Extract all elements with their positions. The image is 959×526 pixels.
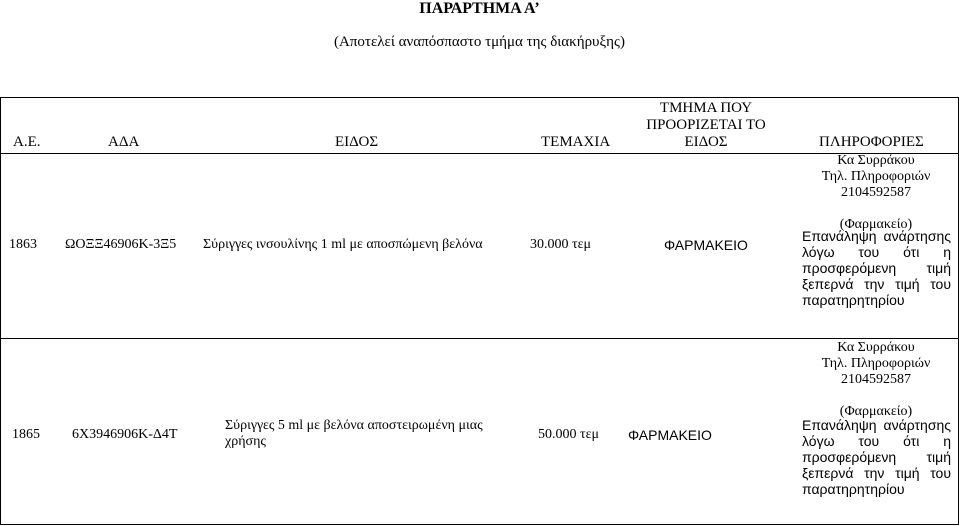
row-1863-tmima: ΦΑΡΜΑΚΕΙΟ	[664, 237, 748, 253]
row-1865-tmima: ΦΑΡΜΑΚΕΙΟ	[628, 427, 712, 443]
contact-dept: (Φαρμακείο)	[839, 404, 913, 419]
header-tmima-line: ΕΙΔΟΣ	[684, 134, 728, 150]
row-1865-note	[802, 417, 951, 497]
note-line: ξεπερνά την τιμή του	[802, 465, 951, 481]
table-border-left	[0, 97, 1, 525]
contact-dept: (Φαρμακείο)	[839, 217, 913, 232]
note-line: λόγω του ότι η	[802, 433, 951, 449]
header-ae: Α.Ε.	[13, 134, 41, 150]
row-1865-temaxia: 50.000 τεμ	[538, 427, 600, 442]
note-line: Επανάληψη ανάρτησης	[802, 228, 951, 244]
row-1865-eidos	[225, 418, 483, 450]
header-eidos: ΕΙΔΟΣ	[335, 134, 379, 150]
header-plirofories: ΠΛΗΡΟΦΟΡΙΕΣ	[819, 134, 924, 150]
header-temaxia: ΤΕΜΑΧΙΑ	[541, 134, 611, 150]
table-border-row-separator	[0, 338, 959, 339]
table-border-top	[0, 97, 959, 98]
contact-phone-label: Τηλ. Πληροφοριών	[821, 356, 931, 371]
header-ada: ΑΔΑ	[108, 134, 140, 150]
row-1863-eidos: Σύριγγες ινσουλίνης 1 ml με αποσπώμενη βελόνα	[203, 237, 483, 252]
note-line: προσφερόμενη τιμή	[802, 449, 951, 465]
page-title: ΠΑΡΑΡΤΗΜΑ Α’	[419, 0, 540, 17]
note-line: λόγω του ότι η	[802, 244, 951, 260]
eidos-line: Σύριγγες 5 ml με βελόνα αποστειρωμένη μιας	[225, 418, 483, 433]
note-line: Επανάληψη ανάρτησης	[802, 417, 951, 433]
page-subtitle: (Αποτελεί αναπόσπαστο τμήμα της διακήρυξης)	[334, 34, 625, 50]
contact-phone-label: Τηλ. Πληροφοριών	[821, 169, 931, 184]
header-tmima-line: ΠΡΟΟΡΙΖΕΤΑΙ ΤΟ	[646, 117, 766, 133]
contact-name: Κα Συρράκου	[837, 153, 915, 168]
note-line: προσφερόμενη τιμή	[802, 260, 951, 276]
note-line: παρατηρητηρίου	[802, 292, 905, 308]
contact-phone: 2104592587	[841, 372, 911, 387]
header-tmima-line: ΤΜΗΜΑ ΠΟΥ	[659, 100, 753, 116]
row-1865-ae: 1865	[12, 427, 40, 442]
row-1863-temaxia: 30.000 τεμ	[530, 237, 592, 252]
note-line: παρατηρητηρίου	[802, 481, 905, 497]
contact-phone: 2104592587	[841, 185, 911, 200]
header-tmima	[627, 100, 785, 151]
eidos-line: χρήσης	[225, 434, 266, 449]
row-1863-contact	[800, 153, 952, 233]
row-1863-ada: ΩΟΞΞ46906Κ-3Ξ5	[65, 237, 177, 252]
table-border-bottom	[0, 524, 959, 525]
row-1863-ae: 1863	[9, 237, 37, 252]
contact-name: Κα Συρράκου	[837, 340, 915, 355]
row-1865-ada: 6Χ3946906Κ-Δ4Τ	[72, 427, 178, 442]
row-1865-contact	[800, 340, 952, 420]
row-1863-note	[802, 228, 951, 308]
note-line: ξεπερνά την τιμή του	[802, 276, 951, 292]
